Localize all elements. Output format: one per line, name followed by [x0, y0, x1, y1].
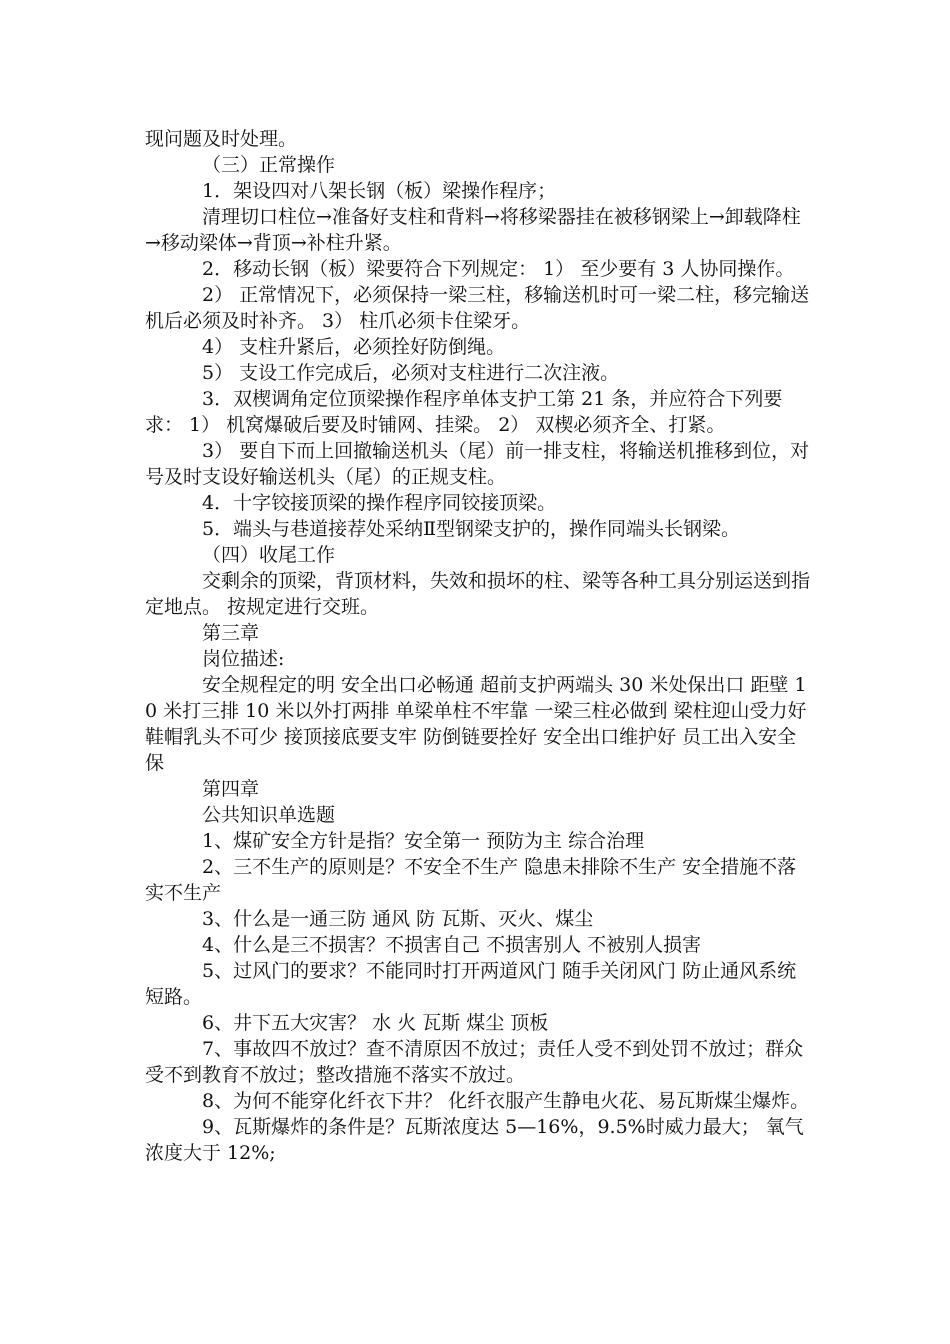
quiz-item-5: 5、过风门的要求？不能同时打开两道风门 随手关闭风门 防止通风系统短路。 — [145, 960, 797, 1008]
chapter-heading-3: 第三章 — [202, 622, 260, 644]
quiz-item-2: 2、三不生产的原则是？不安全不生产 隐患未排除不生产 安全措施不落实不生产 — [145, 856, 797, 904]
paragraph-3: 清理切口柱位→准备好支柱和背料→将移梁器挂在被移钢梁上→卸载降柱→移动梁体→背顶→补柱升紧。 — [145, 206, 801, 254]
quiz-item-6: 6、井下五大灾害？ 水 火 瓦斯 煤尘 顶板 — [202, 1012, 549, 1034]
paragraph-0: 现问题及时处理。 — [145, 128, 298, 150]
paragraph-7: 5） 支设工作完成后，必须对支柱进行二次注液。 — [202, 362, 620, 384]
paragraph-10: 4．十字铰接顶梁的操作程序同铰接顶梁。 — [202, 492, 557, 514]
paragraph-8: 3．双楔调角定位顶梁操作程序单体支护工第 21 条，并应符合下列要求： 1） 机窝爆破后要及时铺网、挂梁。 2） 双楔必须齐全、打紧。 — [145, 388, 783, 436]
paragraph-4: 2．移动长钢（板）梁要符合下列规定： 1） 至少要有 3 人协同操作。 — [202, 258, 795, 280]
quiz-item-9: 9、瓦斯爆炸的条件是？瓦斯浓度达 5—16%，9.5%时威力最大； 氧气浓度大于 12%; — [145, 1116, 804, 1164]
quiz-item-3: 3、什么是一通三防 通风 防 瓦斯、灭火、煤尘 — [202, 908, 594, 930]
chapter-heading-4: 第四章 — [202, 778, 260, 800]
paragraph-2: 1．架设四对八架长钢（板）梁操作程序； — [202, 180, 557, 202]
quiz-item-1: 1、煤矿安全方针是指？安全第一 预防为主 综合治理 — [202, 830, 645, 852]
quiz-item-7: 7、事故四不放过？查不清原因不放过；责任人受不到处罚不放过；群众受不到教育不放过；整改措施不落实不放过。 — [145, 1038, 804, 1086]
paragraph-9: 3） 要自下而上回撤输送机头（尾）前一排支柱，将输送机推移到位，对号及时支设好输送机头（尾）的正规支柱。 — [145, 440, 810, 488]
quiz-item-4: 4、什么是三不损害？不损害自己 不损害别人 不被别人损害 — [202, 934, 702, 956]
quiz-item-8: 8、为何不能穿化纤衣下井？ 化纤衣服产生静电火花、易瓦斯煤尘爆炸。 — [202, 1090, 810, 1112]
quiz-heading: 公共知识单选题 — [202, 804, 336, 826]
paragraph-1: （三）正常操作 — [202, 154, 336, 176]
section-heading-4: （四）收尾工作 — [202, 544, 336, 566]
post-description-heading: 岗位描述: — [202, 648, 285, 670]
paragraph-13: 交剩余的顶梁，背顶材料，失效和损坏的柱、梁等各种工具分别运送到指定地点。 按规定进行交班。 — [145, 570, 811, 618]
paragraph-5: 2） 正常情况下，必须保持一梁三柱，移输送机时可一梁二柱，移完输送机后必须及时补齐。 3） 柱爪必须卡住梁牙。 — [145, 284, 810, 332]
paragraph-11: 5．端头与巷道接荐处采纳Ⅱ型钢梁支护的，操作同端头长钢梁。 — [202, 518, 741, 540]
post-description-text: 安全规程定的明 安全出口必畅通 超前支护两端头 30 米处保出口 距壁 10 米打三排 10 米以外打两排 单梁单柱不牢靠 一梁三柱必做到 梁柱迎山受力好 鞋帽乳头不可少 接顶接底要支牢 防倒链要拴好 安全出口维护好 员工出入安全保 — [145, 674, 807, 774]
paragraph-6: 4） 支柱升紧后，必须拴好防倒绳。 — [202, 336, 506, 358]
